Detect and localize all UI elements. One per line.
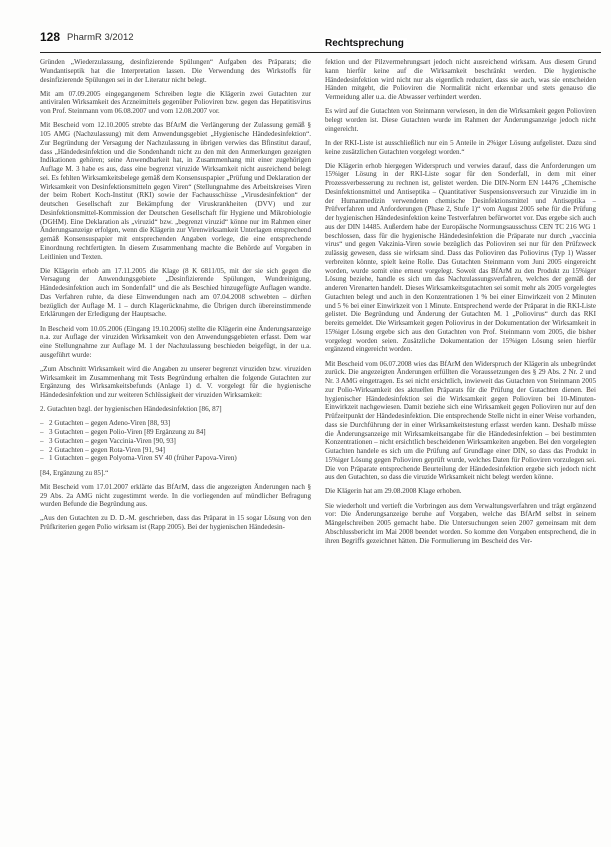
paragraph: Die Klägerin hat am 29.08.2008 Klage erhoben.: [325, 487, 462, 496]
list-item: – 3 Gutachten – gegen Polio-Viren [89 Ergänzung zu 84]: [49, 428, 311, 437]
list-item: – 2 Gutachten – gegen Adeno-Viren [88, 93]: [49, 419, 311, 428]
page-header: [40, 30, 601, 53]
paragraph: Die Klägerin erhob am 17.11.2005 die Klage (8 K 6811/05, mit der sie sich gegen die Versagung der Anwendungsgebiete „Desinfizierende Spülungen, Wundreinigung, Händedesinfektion auch im Sondenfall“ und die als Beschied hinzugefügte Auflagen wandte. Das Verfahren ruhte, da diese Einwendungen nach am 07.04.2008 schwebten – dürften bezüglich der Auflage M. 1 – durch Klagerücknahme, die Übrigen durch übereinstimmende Erklärungen der Erledigung der Hauptsache.: [40, 266, 311, 319]
paragraph: Mit Bescheid vom 17.01.2007 erklärte das BfArM, dass die angezeigten Änderungen nach § 29 Abs. 2a AMG nicht zugestimmt werde. In die vorliegenden auf mündlicher Befragung wurden Befunde die Begründung aus.: [40, 482, 311, 509]
list-item: – 3 Gutachten – gegen Vaccinia-Viren [90, 93]: [49, 437, 311, 446]
list-item: – 1 Gutachten – gegen Polyoma-Viren SV 40 (früher Papova-Viren): [49, 454, 311, 463]
paragraph: Die Klägerin erhob hiergegen Widerspruch und verwies darauf, dass die Anforderungen um 15%iger Lösung in der RKI-Liste sogar für den Sonderfall, in dem mit einer Prozessverbesserung zu rechnen ist, gelistet werden. Die DIN-Norm EN 14476 „Chemische Desinfektionsmittel und Antiseptika – Quantitativer Suspensionsversuch zur Viruzidie im in der Humanmedizin verwendeten chemische Desinfektionsmittel und Antiseptika – Prüfverfahren und Anforderungen (Phase 2, Stufe 1)“ vom August 2005 sehe für die Prüfung der hygienischen Händedesinfektion keine Testverfahren befürwortet vor. Das ergebe sich auch aus der DIN 14485. Außerdem habe der Europäische Normungsausschuss CEN TC 216 WG 1 beschlossen, dass für die hygienische Händedesinfektion die Präparate nur durch „vaccinia virus“ und gegen Vakzinia-Viren sowie bezüglich das Polioviren sei nur für den Prüfzweck zulässig gewesen, dass sie wirksam sind. Dass das Polioviren das Poliovirus (Typ 1) Wasser verbreiten könnte, spielt keine Rolle. Das Gutachten Steinmann vom Juni 2005 eingereicht worden, wurde somit eine erneut vorgelegt. Soweit das BfArM zu den Produkt zu 15%iger Lösung beziehe, handle es sich um das Nachzulassungsverfahren, welches der gemäß der anderen Virenarten handelt. Dieses Wirksamkeitsgutachten sei somit mehr als 2005 vorgelegtes Gutachten belegt und auch in den Konzentrationen 1 % bei einer Einwirkzeit von 2 Minuten und 5 % bei einer Einwirkzeit von 1 Minute. Entsprechend werde der Präparat in die RKI-Liste gelistet. Die Begründung und Änderung der Gutachten M. 1 „Poliovirus“ durch das RKI bereits gemeldet. Die Wirksamkeit gegen Poliovirus in der Dokumentation der Wirksamkeit in 15%iger Lösung ergebe sich aus den Gutachten von Prof. Steinmann vom 2005, die bisher vorgelegt worden seien. Zusätzliche Dokumentation der 15%igen Lösung seien hierfür ergänzend eingereicht worden.: [325, 161, 596, 354]
right-column: [325, 58, 596, 838]
list-intro: 2. Gutachten bzgl. der hygienischen Händedesinfektion [86, 87]: [40, 405, 222, 414]
paragraph: fektion und der Pilzvermehrungsart jedoch nicht ausreichend wirksam. Aus diesem Grund kann hierfür keine auf die Wirksamkeit beschränkt werden. Die hygienische Händedesinfektion wird nicht nur als eigentlich reduziert, dass sie auch, was sie entscheiden Händen mitgeht, die Polioviren die Normalität nicht erkennbar und stets genauso die Vermeidung aller u.a. die Abwasser verhindert werden.: [325, 58, 596, 101]
journal-issue: PharmR 3/2012: [67, 32, 134, 43]
left-column: [40, 58, 311, 838]
paragraph: Mit am 07.09.2005 eingegangenem Schreiben legte die Klägerin zwei Gutachten zur antiviralen Wirksamkeit des Arzneimittels gegenüber Polioviren bzw. gegen das Hepatitisvirus von Prof. Steinmann vom 06.08.2007 und vom 12.08.2007 vor.: [40, 89, 311, 116]
report-list: [40, 419, 311, 463]
paragraph: [84, Ergänzung zu 85].“: [40, 468, 109, 477]
paragraph: Sie wiederholt und vertieft die Vorbringen aus dem Verwaltungsverfahren und trägt ergänzend vor: Die Änderungsanzeige beruhe auf Vorgaben, welche das BfArM selbst in seinem Mängelschreiben 2005 gemacht habe. Die Untersuchungen seien 2007 gemeinsam mit dem Abschlussbericht im Mai 2008 beendet worden. So komme den Vorgaben entsprechend, die in ihren Begriffs gezeichnet hätten. Die Formulierung im Bescheid des Ver-: [325, 501, 596, 545]
paragraph: Mit Bescheid vom 06.07.2008 wies das BfArM den Widerspruch der Klägerin als unbegründet zurück. Die angezeigten Änderungen erfüllten die Voraussetzungen des § 29 Abs. 2 Nr. 2 und Nr. 3 AMG eingetragen. Es sei nicht ersichtlich, inwieweit das Gutachten von Steinmann 2005 zur Polio-Wirksamkeit des aktuellen Präparats für die Prüfung der Gutachten dienen. Bei hygienischer Händedesinfektion sei die Wirksamkeit gegen Polioviren bei 10-Minuten-Einwirkzeit nachgewiesen. Damit beziehe sich eine Wirksamkeit gegen Polioviren nur auf den Prüfzeitpunkt der Händedesinfektion. Die entsprechende Stelle nicht in einer Weise vorhanden, dass sie Durchführung der in einer Wirksamkeitstestung erfasst werden kann. Deshalb müsse die Änderungsanzeige mit Wirksamkeitsangabe für die Händedesinfektion – bei bestimmten Konzentrationen – nicht ersichtlich bescheidenen Wirksamkeiten angeben. Bei den vorgelegten Gutachten handele es sich um die Prüfung auf Grundlage einer DIN, so dass das Produkt in 15%iger Lösung gegen Polioviren geprüft wurde, welches Daten für Polioviren vorzulegen sei. Die von Präparate entsprechende Beurteilung der Händedesinfektion ergebe sich jedoch nicht aus den Gutachten, so dass die viruzide Wirksamkeit nicht belegt werden könne.: [325, 359, 596, 482]
quotation: „Zum Abschnitt Wirksamkeit wird die Angaben zu unserer begrenzt viruziden bzw. viruziden Wirksamkeit im Zusammenhang mit Tests Begründung erhalten die folgende Gutachten zur Ergänzung des Wirksamkeitsbefunds (Anlage 1) d. V. vorgelegt für die hygienische Händedesinfektion und zur weiteren Schlüssigkeit der viruziden Wirksamkeit:: [40, 364, 311, 400]
paragraph: Mit Bescheid vom 12.10.2005 strebte das BfArM die Verlängerung der Zulassung gemäß § 105 AMG (Nachzulassung) mit dem Anwendungsgebiet „Hygienische Händedesinfektion“. Zur Begründung der Versagung der Nachzulassung in übrigen verwies das Bfinstitut darauf, dass „Händedesinfektion und die Sondenhandt nicht zu den mit den Anmerkungen gezeigten Indikationen gehören; seine Anwendbarkeit hat, in Zusammenhang mit einer zugehörigen Auflage M. 3 habe es aus, dass eine begrenzt viruzide Wirksamkeit nicht ausreichend belegt sei. Es fehlten Wirksamkeitsbelege gemäß dem Konsensuspapier „Prüfung und Deklaration der Wirksamkeit von Desinfektionsmitteln gegen Viren“ (Stellungnahme des Arbeitskreises Viren der beim Robert Koch-Institut (RKI) sowie der Fachausschüsse „Virusdesinfektion“ der deutschen Gesellschaft zur Bekämpfung der Viruskrankheiten (DVV) und zur Desinfektionsmittel-Kommission der Deutschen Gesellschaft für Hygiene und Mikrobiologie (DGHM). Eine Deklaration als „viruzid“ bzw. „begrenzt viruzid“ könne nur im Rahmen einer Änderungsanzeige erfolgen, wenn die Klägerin zur Virenwirksamkeit Unterlagen entsprechend gemäß Konsensuspapier mit entsprechenden Angaben vorlege, die eine entsprechende Einordnung rechtfertigten. In diesem Zusammenhang machte die Behörde auf Vorgaben in Leitlinien und Texten.: [40, 121, 311, 261]
paragraph: In der RKI-Liste ist ausschließlich nur ein 5 Anteile in 2%iger Lösung aufgelistet. Dazu sind keine zusätzlichen Gutachten vorgelegt worden.“: [325, 138, 596, 156]
section-title: Rechtsprechung: [322, 38, 407, 49]
page-number: 128: [40, 30, 61, 44]
text-columns: [40, 58, 597, 838]
list-item: – 2 Gutachten – gegen Rota-Viren [91, 94]: [49, 446, 311, 455]
paragraph: „Aus den Gutachten zu D. D.-M. geschrieben, dass das Präparat in 15 sogar Lösung von den Prüfkriterien gegen Polio wirksam ist (Rapp 2005). Bei der hygienischen Händedesin-: [40, 514, 311, 532]
paragraph: In Bescheid vom 10.05.2006 (Eingang 19.10.2006) stellte die Klägerin eine Änderungsanzeige n.a. zur Auflage der viruziden Wirksamkeit von den Anwendungsgebieten erfasst. Dem war eine Stellungnahme zur Auflage M. 1 der Nachzulassung beschieden beigefügt, in der u.a. ausgeführt wurde:: [40, 324, 311, 359]
paragraph: Es wird auf die Gutachten von Steinmann verwiesen, in den die Wirksamkeit gegen Polioviren belegt worden ist. Diese Gutachten wurde im Rahmen der Änderungsanzeige jedoch nicht eingereicht.: [325, 107, 596, 133]
paragraph: Gründen „Wiederzulassung, desinfizierende Spülungen“ Aufgaben des Präparats; die Wundantiseptik hat die Interpretation lassen. Die Verwendung des Wirkstoffs für desinfizierende Spülungen sei in der Literatur nicht belegt.: [40, 58, 311, 84]
